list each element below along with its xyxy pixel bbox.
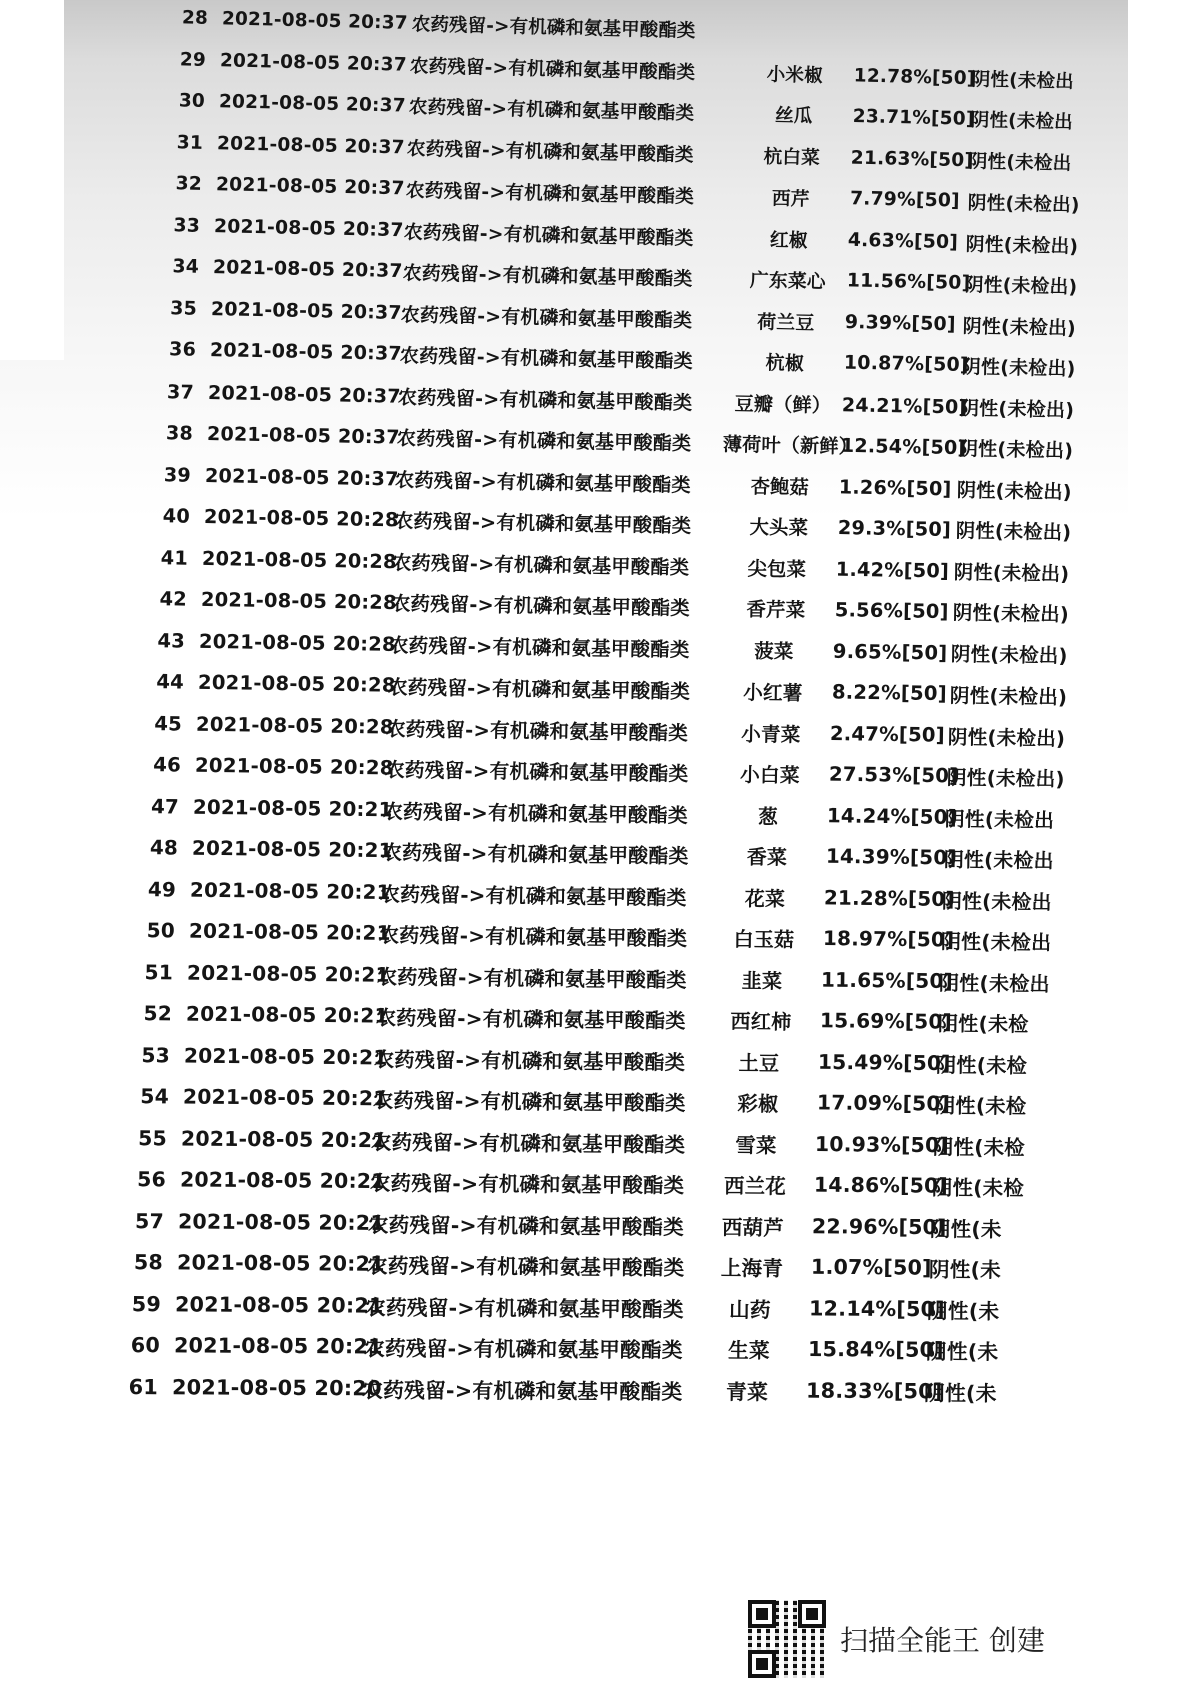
record-result: 阴性(未检出) <box>947 724 1066 750</box>
record-category: 农药残留->有机磷和氨基甲酸酯类 <box>384 758 689 786</box>
record-sample-name: 红椒 <box>770 229 809 252</box>
record-inhibition-rate: 10.93%[50] <box>814 1131 950 1158</box>
record-result: 阴性(未检出) <box>959 395 1075 421</box>
record-number: 36 <box>168 338 197 361</box>
record-inhibition-rate: 12.14%[50] <box>808 1296 945 1322</box>
record-datetime: 2021-08-05 20:21 <box>182 1084 388 1111</box>
record-result: 阴性(未检 <box>931 1175 1024 1201</box>
record-result: 阴性(未检出 <box>943 848 1054 873</box>
record-datetime: 2021-08-05 20:21 <box>185 1001 389 1029</box>
record-inhibition-rate: 15.49%[50] <box>817 1049 951 1075</box>
record-inhibition-rate: 15.69%[50] <box>819 1008 952 1034</box>
record-datetime: 2021-08-05 20:20 <box>171 1375 382 1401</box>
record-sample-name: 西芹 <box>771 188 810 210</box>
record-row <box>148 540 1070 590</box>
record-result: 阴性(未检出) <box>955 519 1072 545</box>
record-sample-name: 大头菜 <box>749 515 809 540</box>
record-category: 农药残留->有机磷和氨基甲酸酯类 <box>372 1088 686 1116</box>
record-category: 农药残留->有机磷和氨基甲酸酯类 <box>404 221 695 249</box>
record-datetime: 2021-08-05 20:28 <box>194 753 394 780</box>
record-category: 农药残留->有机磷和氨基甲酸酯类 <box>363 1336 683 1363</box>
record-datetime: 2021-08-05 20:21 <box>188 918 391 946</box>
record-inhibition-rate: 23.71%[50] <box>852 105 975 130</box>
record-sample-name: 丝瓜 <box>774 105 813 128</box>
record-category: 农药残留->有机磷和氨基甲酸酯类 <box>407 138 695 166</box>
record-number: 56 <box>136 1167 166 1192</box>
record-result: 阴性(未检出) <box>949 683 1068 709</box>
record-number: 33 <box>173 214 201 236</box>
record-sample-name: 香菜 <box>746 845 787 870</box>
record-number: 37 <box>167 379 195 403</box>
record-row <box>131 996 1028 1039</box>
record-category: 农药残留->有机磷和氨基甲酸酯类 <box>390 592 690 621</box>
record-result: 阴性(未检出) <box>952 601 1069 627</box>
record-datetime: 2021-08-05 20:21 <box>173 1333 383 1360</box>
record-row <box>150 498 1072 548</box>
record-number: 53 <box>141 1042 171 1068</box>
record-inhibition-rate: 17.09%[50] <box>816 1090 950 1117</box>
record-result: 阴性(未检出 <box>971 68 1075 93</box>
record-result: 阴性(未检出) <box>961 355 1076 380</box>
record-inhibition-rate: 18.97%[50] <box>822 926 955 952</box>
record-result: 阴性(未 <box>929 1217 1002 1242</box>
record-sample-name: 荷兰豆 <box>757 310 816 334</box>
record-inhibition-rate: 8.22%[50] <box>831 680 947 705</box>
record-inhibition-rate: 21.63%[50] <box>851 146 974 171</box>
record-row <box>130 1038 1027 1081</box>
record-category: 农药残留->有机磷和氨基甲酸酯类 <box>375 1005 686 1033</box>
record-row <box>139 789 1055 835</box>
record-number: 28 <box>181 6 209 29</box>
record-number: 58 <box>133 1250 163 1275</box>
record-category: 农药残留->有机磷和氨基甲酸酯类 <box>373 1046 686 1074</box>
record-row <box>145 623 1068 671</box>
record-result: 阴性(未检出 <box>941 889 1052 914</box>
record-category: 农药残留->有机磷和氨基甲酸酯类 <box>381 840 689 868</box>
record-sample-name: 菠菜 <box>754 639 795 663</box>
record-result: 阴性(未检出) <box>953 560 1070 586</box>
record-sample-name: 豆瓣（鲜） <box>734 391 832 417</box>
record-datetime: 2021-08-05 20:37 <box>220 49 408 75</box>
record-inhibition-rate: 10.87%[50] <box>843 351 969 377</box>
record-row <box>147 581 1070 630</box>
record-datetime: 2021-08-05 20:37 <box>212 256 403 282</box>
record-result: 阴性(未检出 <box>970 109 1074 134</box>
record-result: 阴性(未检 <box>937 1011 1029 1037</box>
record-datetime: 2021-08-05 20:28 <box>199 629 397 656</box>
record-datetime: 2021-08-05 20:37 <box>205 463 400 490</box>
record-number: 43 <box>157 628 186 652</box>
record-row <box>124 1204 1002 1245</box>
record-result: 阴性(未检出) <box>967 192 1080 216</box>
record-number: 30 <box>178 89 206 112</box>
record-result: 阴性(未检出) <box>964 274 1078 298</box>
record-category: 农药残留->有机磷和氨基甲酸酯类 <box>405 179 695 208</box>
record-row <box>143 664 1067 712</box>
record-datetime: 2021-08-05 20:21 <box>187 960 390 987</box>
record-category: 农药残留->有机磷和氨基甲酸酯类 <box>392 550 690 579</box>
record-result: 阴性(未检出 <box>944 807 1055 832</box>
record-sample-name: 上海青 <box>720 1256 783 1282</box>
record-sample-name: 土豆 <box>738 1050 780 1075</box>
record-inhibition-rate: 12.54%[50] <box>840 433 967 459</box>
record-number: 61 <box>128 1375 159 1400</box>
record-row <box>133 955 1050 999</box>
record-category: 农药残留->有机磷和氨基甲酸酯类 <box>396 426 692 455</box>
record-datetime: 2021-08-05 20:37 <box>221 7 408 34</box>
record-category: 农药残留->有机磷和氨基甲酸酯类 <box>386 716 689 745</box>
record-sample-name: 杭白菜 <box>763 146 821 169</box>
record-datetime: 2021-08-05 20:37 <box>218 90 407 117</box>
record-category: 农药残留->有机磷和氨基甲酸酯类 <box>361 1378 683 1404</box>
record-number: 35 <box>170 296 198 320</box>
record-result: 阴性(未 <box>928 1258 1001 1283</box>
record-datetime: 2021-08-05 20:21 <box>176 1250 385 1277</box>
record-inhibition-rate: 9.65%[50] <box>833 639 948 664</box>
record-number: 32 <box>175 172 203 195</box>
record-inhibition-rate: 1.42%[50] <box>836 556 950 582</box>
record-sample-name: 彩椒 <box>736 1091 779 1116</box>
record-row <box>125 1162 1023 1203</box>
record-category: 农药残留->有机磷和氨基甲酸酯类 <box>395 467 692 496</box>
record-sample-name: 小红薯 <box>742 680 803 705</box>
record-result: 阴性(未检出) <box>965 233 1079 257</box>
record-sample-name: 生菜 <box>727 1339 770 1364</box>
record-datetime: 2021-08-05 20:21 <box>177 1209 385 1235</box>
record-datetime: 2021-08-05 20:37 <box>209 339 402 365</box>
watermark-text: 扫描全能王 创建 <box>840 1624 1045 1657</box>
record-category: 农药残留->有机磷和氨基甲酸酯类 <box>389 633 690 662</box>
record-number: 50 <box>146 918 175 943</box>
record-datetime: 2021-08-05 20:37 <box>214 215 405 241</box>
record-sample-name: 广东菜心 <box>749 269 826 293</box>
record-inhibition-rate: 18.33%[50] <box>805 1378 943 1404</box>
record-row <box>122 1245 1000 1285</box>
record-row <box>134 913 1051 958</box>
record-category: 农药残留->有机磷和氨基甲酸酯类 <box>411 13 696 42</box>
record-number: 39 <box>164 462 192 486</box>
record-category: 农药残留->有机磷和氨基甲酸酯类 <box>393 509 692 538</box>
record-number: 60 <box>130 1333 160 1358</box>
record-inhibition-rate: 15.84%[50] <box>807 1337 944 1363</box>
record-inhibition-rate: 7.79%[50] <box>849 187 960 212</box>
record-result: 阴性(未检出 <box>968 150 1073 175</box>
record-category: 农药残留->有机磷和氨基甲酸酯类 <box>367 1212 684 1240</box>
record-number: 45 <box>154 711 183 735</box>
record-category: 农药残留->有机磷和氨基甲酸酯类 <box>399 344 693 373</box>
record-number: 44 <box>155 669 184 694</box>
record-sample-name: 杏鲍菇 <box>750 473 810 499</box>
record-sample-name: 西兰花 <box>723 1173 786 1199</box>
record-datetime: 2021-08-05 20:28 <box>197 670 396 697</box>
record-category: 农药残留->有机磷和氨基甲酸酯类 <box>366 1254 684 1281</box>
record-row <box>137 830 1053 876</box>
record-sample-name: 山药 <box>729 1297 771 1323</box>
record-result: 阴性(未检出) <box>946 766 1065 791</box>
record-number: 41 <box>160 545 189 569</box>
record-inhibition-rate: 2.47%[50] <box>829 721 946 746</box>
record-number: 47 <box>151 794 180 818</box>
record-result: 阴性(未 <box>926 1299 1000 1324</box>
record-inhibition-rate: 22.96%[50] <box>811 1214 947 1240</box>
record-sample-name: 青菜 <box>725 1380 769 1405</box>
record-number: 29 <box>180 48 207 70</box>
record-number: 48 <box>149 835 178 860</box>
record-category: 农药残留->有机磷和氨基甲酸酯类 <box>408 96 695 125</box>
record-result: 阴性(未 <box>923 1381 997 1406</box>
record-sample-name: 雪菜 <box>735 1132 777 1158</box>
record-inhibition-rate: 14.24%[50] <box>826 803 958 829</box>
record-row <box>142 706 1066 753</box>
record-inhibition-rate: 11.65%[50] <box>820 967 954 993</box>
record-sample-name: 花菜 <box>744 886 786 911</box>
record-sample-name: 小青菜 <box>741 721 801 746</box>
record-inhibition-rate: 14.39%[50] <box>825 844 957 870</box>
record-row <box>121 1287 1000 1327</box>
record-category: 农药残留->有机磷和氨基甲酸酯类 <box>402 262 693 290</box>
record-result: 阴性(未检 <box>932 1134 1026 1160</box>
record-category: 农药残留->有机磷和氨基甲酸酯类 <box>401 303 693 331</box>
scanner-watermark <box>748 1598 1045 1680</box>
record-datetime: 2021-08-05 20:37 <box>217 132 406 158</box>
record-sample-name: 尖包菜 <box>747 556 807 581</box>
record-row <box>119 1328 998 1367</box>
record-number: 59 <box>131 1292 162 1317</box>
record-result: 阴性(未检出 <box>938 970 1051 996</box>
record-sample-name: 杭椒 <box>765 351 805 375</box>
record-sample-name: 韭菜 <box>741 968 783 993</box>
record-sample-name: 小白菜 <box>739 763 800 787</box>
record-category: 农药残留->有机磷和氨基甲酸酯类 <box>369 1170 684 1198</box>
record-number: 42 <box>159 586 187 611</box>
record-inhibition-rate: 24.21%[50] <box>842 392 968 418</box>
record-sample-name <box>738 31 856 34</box>
record-category: 农药残留->有机磷和氨基甲酸酯类 <box>410 55 696 84</box>
record-inhibition-rate: 5.56%[50] <box>834 597 949 623</box>
record-inhibition-rate: 9.39%[50] <box>845 310 957 335</box>
record-datetime: 2021-08-05 20:21 <box>174 1292 384 1318</box>
record-sample-name: 白玉菇 <box>733 926 795 952</box>
record-datetime: 2021-08-05 20:28 <box>203 504 399 532</box>
record-number: 57 <box>135 1209 165 1234</box>
record-row <box>128 1079 1026 1121</box>
record-result: 阴性(未检出) <box>950 642 1069 668</box>
record-category: 农药残留->有机磷和氨基甲酸酯类 <box>387 675 690 703</box>
record-datetime: 2021-08-05 20:37 <box>211 297 403 324</box>
record-category: 农药残留->有机磷和氨基甲酸酯类 <box>364 1295 684 1322</box>
record-sample-name: 小米椒 <box>766 63 824 87</box>
record-result: 阴性(未检出) <box>956 477 1073 503</box>
record-row <box>136 872 1052 917</box>
record-datetime: 2021-08-05 20:21 <box>193 795 393 821</box>
record-inhibition-rate: 1.26%[50] <box>839 474 953 500</box>
record-number: 38 <box>165 420 194 445</box>
record-datetime: 2021-08-05 20:28 <box>202 546 398 573</box>
record-number: 54 <box>139 1084 169 1109</box>
record-datetime: 2021-08-05 20:21 <box>180 1126 387 1153</box>
record-category: 农药残留->有机磷和氨基甲酸酯类 <box>379 882 687 910</box>
record-inhibition-rate: 14.86%[50] <box>813 1173 948 1199</box>
record-inhibition-rate: 12.78%[50] <box>854 64 977 89</box>
record-datetime: 2021-08-05 20:37 <box>215 173 405 199</box>
record-sample-name: 薄荷叶（新鲜） <box>722 432 858 458</box>
record-category: 农药残留->有机磷和氨基甲酸酯类 <box>376 964 687 992</box>
record-inhibition-rate: 11.56%[50] <box>846 269 971 294</box>
record-category: 农药残留->有机磷和氨基甲酸酯类 <box>370 1129 686 1157</box>
record-datetime: 2021-08-05 20:21 <box>179 1167 386 1194</box>
record-inhibition-rate: 21.28%[50] <box>823 885 955 911</box>
page-cut-edge <box>1128 0 1190 1500</box>
record-result: 阴性(未检出) <box>958 436 1074 462</box>
record-datetime: 2021-08-05 20:21 <box>190 877 391 904</box>
record-category: 农药残留->有机磷和氨基甲酸酯类 <box>383 799 689 827</box>
record-number: 52 <box>143 1001 172 1026</box>
record-category: 农药残留->有机磷和氨基甲酸酯类 <box>398 384 693 414</box>
record-inhibition-rate: 4.63%[50] <box>848 228 959 253</box>
record-result: 阴性(未 <box>925 1340 998 1365</box>
record-result: 阴性(未检出 <box>940 929 1052 955</box>
record-datetime: 2021-08-05 20:21 <box>191 836 393 863</box>
record-sample-name: 西葫芦 <box>721 1215 785 1240</box>
record-result: 阴性(未检出) <box>962 314 1077 339</box>
record-datetime: 2021-08-05 20:37 <box>208 380 402 407</box>
qr-code-icon <box>748 1600 826 1678</box>
record-datetime: 2021-08-05 20:28 <box>196 712 395 738</box>
record-number: 49 <box>147 877 177 901</box>
record-number: 34 <box>172 255 200 278</box>
record-inhibition-rate: 29.3%[50] <box>837 515 952 541</box>
record-result: 阴性(未检 <box>935 1052 1028 1078</box>
record-number: 31 <box>176 131 204 153</box>
record-row <box>140 747 1064 794</box>
record-datetime: 2021-08-05 20:37 <box>206 421 400 449</box>
record-number: 55 <box>138 1126 168 1151</box>
record-number: 46 <box>152 752 181 777</box>
record-row <box>127 1121 1025 1163</box>
record-row <box>118 1370 997 1409</box>
record-inhibition-rate: 1.07%[50] <box>810 1255 932 1281</box>
record-datetime: 2021-08-05 20:21 <box>183 1043 388 1070</box>
record-sample-name: 葱 <box>757 804 779 828</box>
record-inhibition-rate: 27.53%[50] <box>828 762 959 788</box>
record-result: 阴性(未检 <box>934 1093 1027 1119</box>
record-category: 农药残留->有机磷和氨基甲酸酯类 <box>378 922 688 951</box>
record-sample-name: 西红柿 <box>729 1009 792 1034</box>
record-number: 40 <box>162 503 191 528</box>
record-inhibition-rate <box>856 34 966 37</box>
record-number: 51 <box>144 959 174 985</box>
record-datetime: 2021-08-05 20:28 <box>200 587 397 614</box>
record-sample-name: 香芹菜 <box>746 597 806 622</box>
